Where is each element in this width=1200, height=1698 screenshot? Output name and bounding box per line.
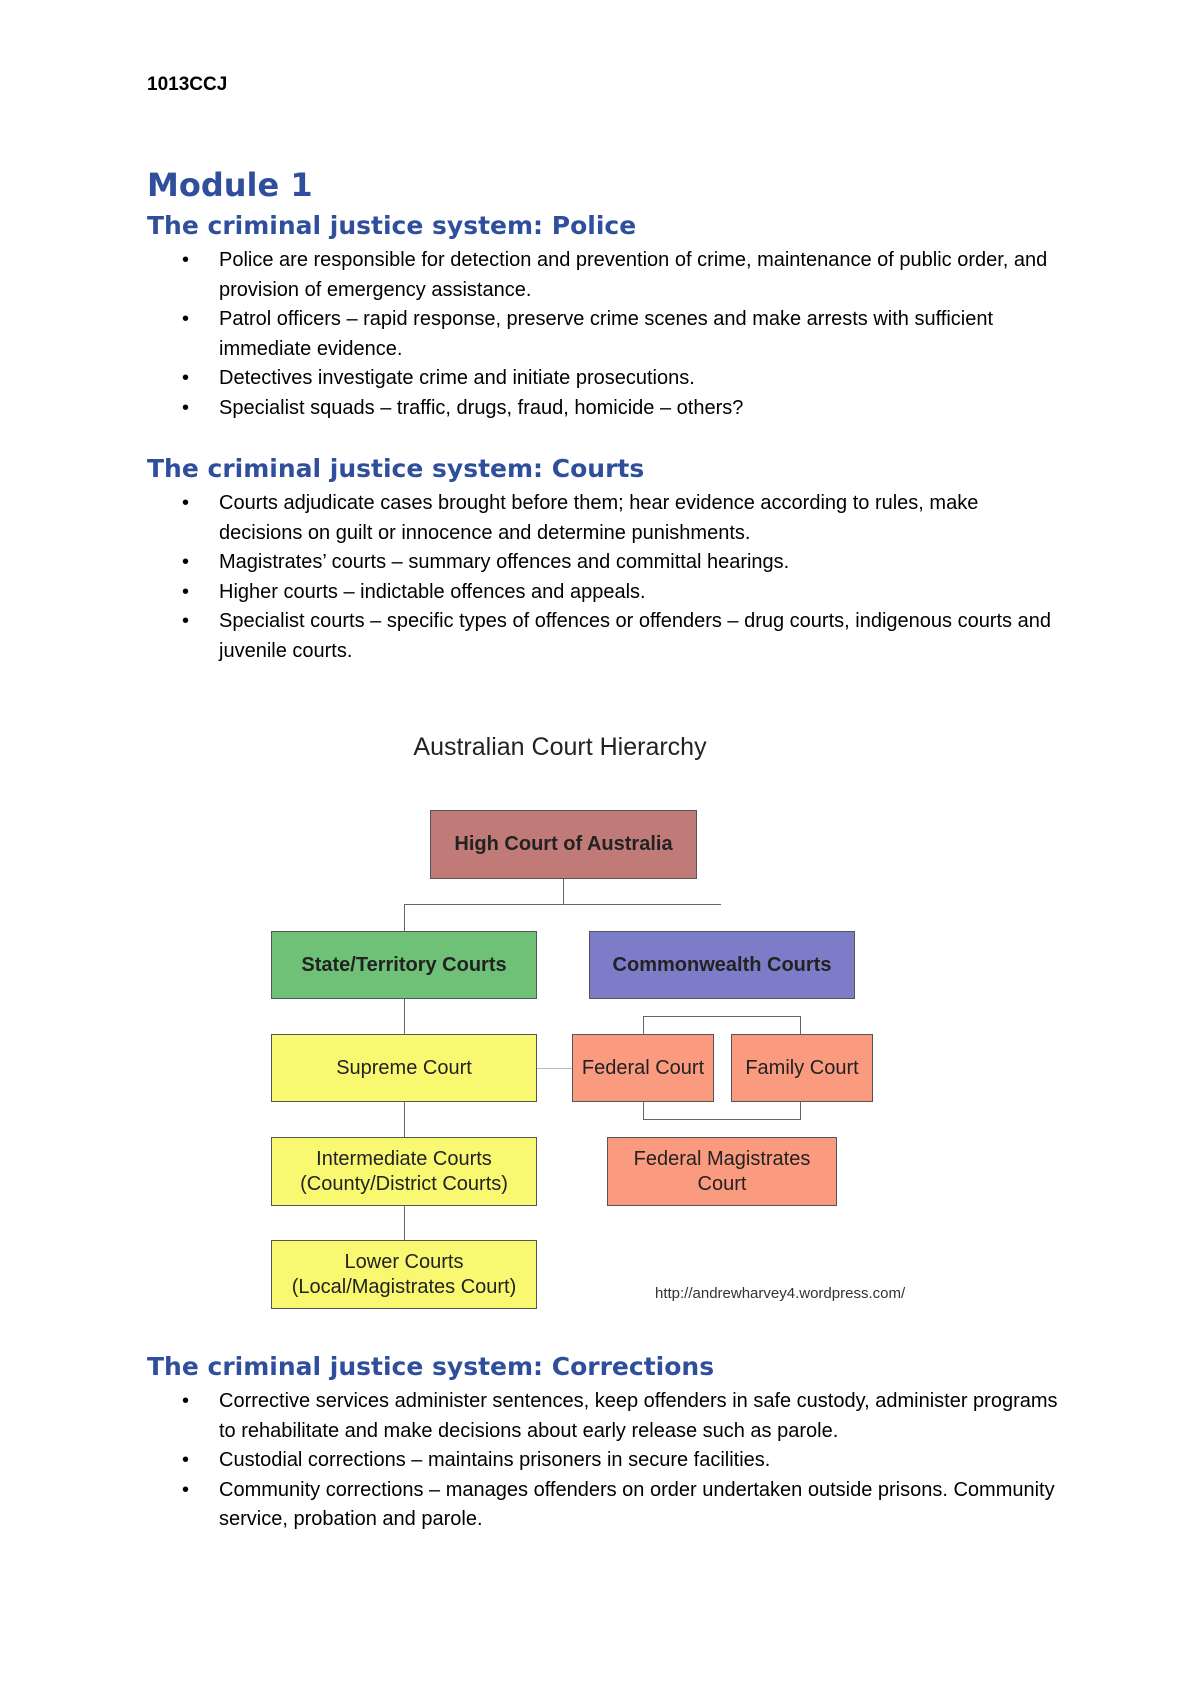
bullet-icon: • xyxy=(182,492,190,514)
bullet-icon: • xyxy=(182,367,190,389)
bullet-list-courts xyxy=(147,489,1067,666)
lower-courts-box: Lower Courts (Local/Magistrates Court) xyxy=(271,1240,537,1309)
bullet-icon: • xyxy=(182,396,190,419)
list-item xyxy=(182,246,1067,305)
list-item xyxy=(182,1446,1067,1476)
list-item xyxy=(182,1476,1067,1535)
list-item-text: Higher courts – indictable offences and appeals. xyxy=(219,580,646,603)
connector-line xyxy=(404,1206,405,1240)
federal-magistrates-court-box: Federal Magistrates Court xyxy=(607,1137,837,1206)
list-item-text: Community corrections – manages offenders on order undertaken outside prisons. Community service, probation and parole. xyxy=(219,1478,1055,1530)
bullet-icon: • xyxy=(182,308,190,330)
bullet-icon: • xyxy=(182,249,190,271)
list-item-text: Courts adjudicate cases brought before them; hear evidence according to rules, make decisions on guilt or innocence and determine punishments. xyxy=(219,492,979,544)
list-item xyxy=(182,578,1067,608)
supreme-court-box: Supreme Court xyxy=(271,1034,537,1102)
list-item xyxy=(182,305,1067,364)
list-item xyxy=(182,364,1067,394)
course-code: 1013CCJ xyxy=(147,74,228,95)
connector-line xyxy=(404,904,721,905)
bullet-icon: • xyxy=(182,1390,190,1412)
section-heading-corrections: The criminal justice system: Corrections xyxy=(147,1352,715,1381)
list-item-text: Police are responsible for detection and prevention of crime, maintenance of public order, and provision of emergency assistance. xyxy=(219,249,1048,301)
connector-line xyxy=(404,1102,405,1137)
high-court-box: High Court of Australia xyxy=(430,810,697,879)
list-item-text: Patrol officers – rapid response, preserve crime scenes and make arrests with sufficient immediate evidence. xyxy=(219,308,994,360)
commonwealth-courts-box: Commonwealth Courts xyxy=(589,931,855,999)
connector-line xyxy=(643,1119,801,1120)
source-url: http://andrewharvey4.wordpress.com/ xyxy=(655,1285,906,1302)
section-police xyxy=(147,211,1067,423)
bullet-icon: • xyxy=(182,1478,190,1501)
section-corrections xyxy=(147,1352,1067,1535)
section-heading-courts: The criminal justice system: Courts xyxy=(147,454,645,483)
connector-line xyxy=(800,1102,801,1119)
list-item-text: Detectives investigate crime and initiate prosecutions. xyxy=(219,367,695,389)
connector-line xyxy=(800,1016,801,1034)
bullet-icon: • xyxy=(182,580,190,603)
connector-line xyxy=(404,904,405,931)
list-item-text: Corrective services administer sentences, keep offenders in safe custody, administer programs to rehabilitate and make decisions about early release such as parole. xyxy=(219,1390,1058,1442)
list-item-text: Magistrates’ courts – summary offences and committal hearings. xyxy=(219,551,790,573)
list-item xyxy=(182,548,1067,578)
list-item-text: Custodial corrections – maintains prisoners in secure facilities. xyxy=(219,1449,771,1471)
connector-line xyxy=(643,1016,644,1034)
list-item xyxy=(182,394,1067,424)
bullet-list-police xyxy=(147,246,1067,423)
bullet-icon: • xyxy=(182,610,190,632)
connector-line xyxy=(404,999,405,1034)
list-item xyxy=(182,1387,1067,1446)
state-territory-courts-box: State/Territory Courts xyxy=(271,931,537,999)
diagram-title: Australian Court Hierarchy xyxy=(413,733,707,761)
bullet-icon: • xyxy=(182,551,190,573)
connector-line xyxy=(536,1068,572,1069)
connector-line xyxy=(643,1016,801,1017)
section-heading-police: The criminal justice system: Police xyxy=(147,211,637,240)
intermediate-courts-box: Intermediate Courts (County/District Courts) xyxy=(271,1137,537,1206)
connector-line xyxy=(563,879,564,904)
connector-line xyxy=(643,1102,644,1119)
list-item xyxy=(182,607,1067,666)
list-item-text: Specialist squads – traffic, drugs, fraud, homicide – others? xyxy=(219,396,744,419)
federal-court-box: Federal Court xyxy=(572,1034,714,1102)
list-item xyxy=(182,489,1067,548)
section-courts xyxy=(147,454,1067,666)
bullet-icon: • xyxy=(182,1449,190,1471)
list-item-text: Specialist courts – specific types of offences or offenders – drug courts, indigenous courts and juvenile courts. xyxy=(219,610,1051,662)
module-title: Module 1 xyxy=(147,166,313,204)
family-court-box: Family Court xyxy=(731,1034,873,1102)
bullet-list-corrections xyxy=(147,1387,1067,1535)
